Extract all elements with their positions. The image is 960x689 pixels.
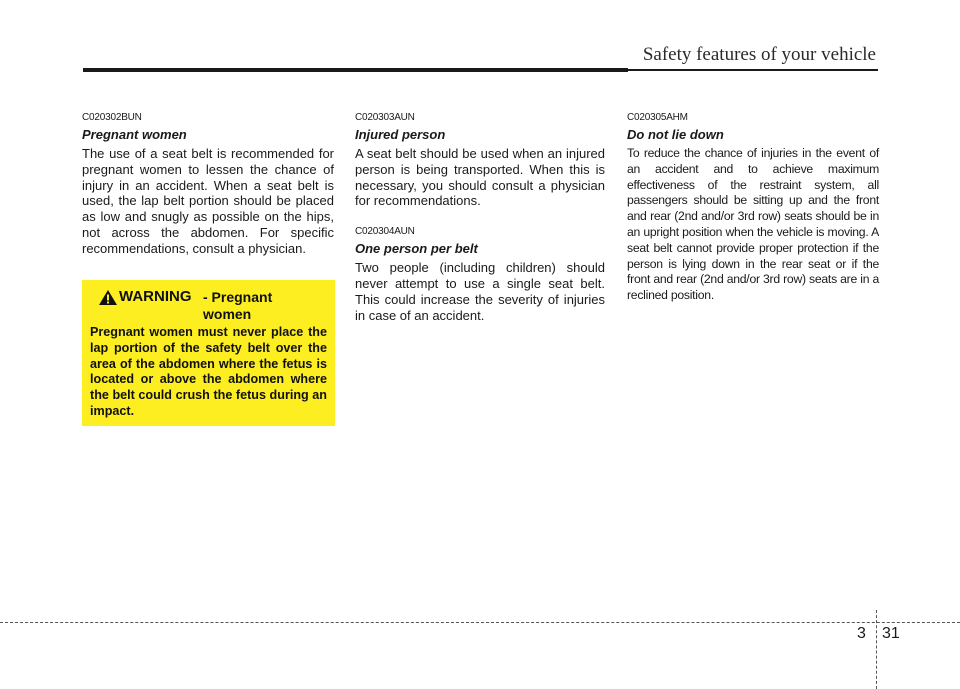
warning-subject: - Pregnant women: [203, 289, 273, 322]
column-3: [627, 112, 879, 304]
column-1: [82, 112, 334, 257]
section-title: Safety features of your vehicle: [642, 44, 876, 65]
header-rule-thin: [628, 69, 878, 71]
section-heading: Do not lie down: [627, 127, 724, 142]
section-text: A seat belt should be used when an injured person is being transported. When this is necessary, you should consult a physician for recommendations.: [355, 146, 605, 209]
header-rule: [83, 68, 628, 72]
warning-header: [90, 286, 327, 323]
warning-title: WARNING: [119, 288, 192, 305]
page-number: 31: [882, 625, 900, 642]
chapter-number: 3: [857, 625, 866, 642]
section-text: To reduce the chance of injuries in the event of an accident and to achieve maximum effectiveness of the restraint system, all passengers should be sitting up and the front and rear (2nd and/or 3rd row) seats should be in an upright position when the vehicle is moving. A seat belt cannot provide proper protection if the person is lying down in the rear seat or if the front and rear (2nd and/or 3rd row) seats are in a reclined position.: [627, 146, 879, 303]
warning-box: [82, 280, 335, 426]
warning-text: Pregnant women must never place the lap portion of the safety belt over the area of the abdomen where the fetus is located or above the abdomen where the belt could crush the fetus during an impact.: [90, 325, 327, 418]
column-2: [355, 112, 605, 323]
section-code: C020302BUN: [82, 112, 142, 123]
section-heading: Injured person: [355, 127, 446, 142]
footer-rule: [0, 622, 960, 623]
section-gap: [355, 209, 605, 226]
section-text: Two people (including children) should never attempt to use a single seat belt. This could increase the severity of injuries in case of an accident.: [355, 260, 605, 323]
section-code: C020305AHM: [627, 112, 688, 123]
section-text: The use of a seat belt is recommended for pregnant women to lessen the chance of injury in an accident. When a seat belt is used, the lap belt portion should be placed as low and snugly as possible on the hips, not across the abdomen. For specific recommendations, consult a physician.: [82, 146, 334, 256]
section-code: C020304AUN: [355, 226, 415, 238]
section-heading: Pregnant women: [82, 127, 187, 142]
warning-triangle-icon: [98, 289, 118, 306]
section-heading: One person per belt: [355, 241, 478, 257]
section-code: C020303AUN: [355, 112, 415, 123]
footer-divider: [876, 610, 877, 689]
